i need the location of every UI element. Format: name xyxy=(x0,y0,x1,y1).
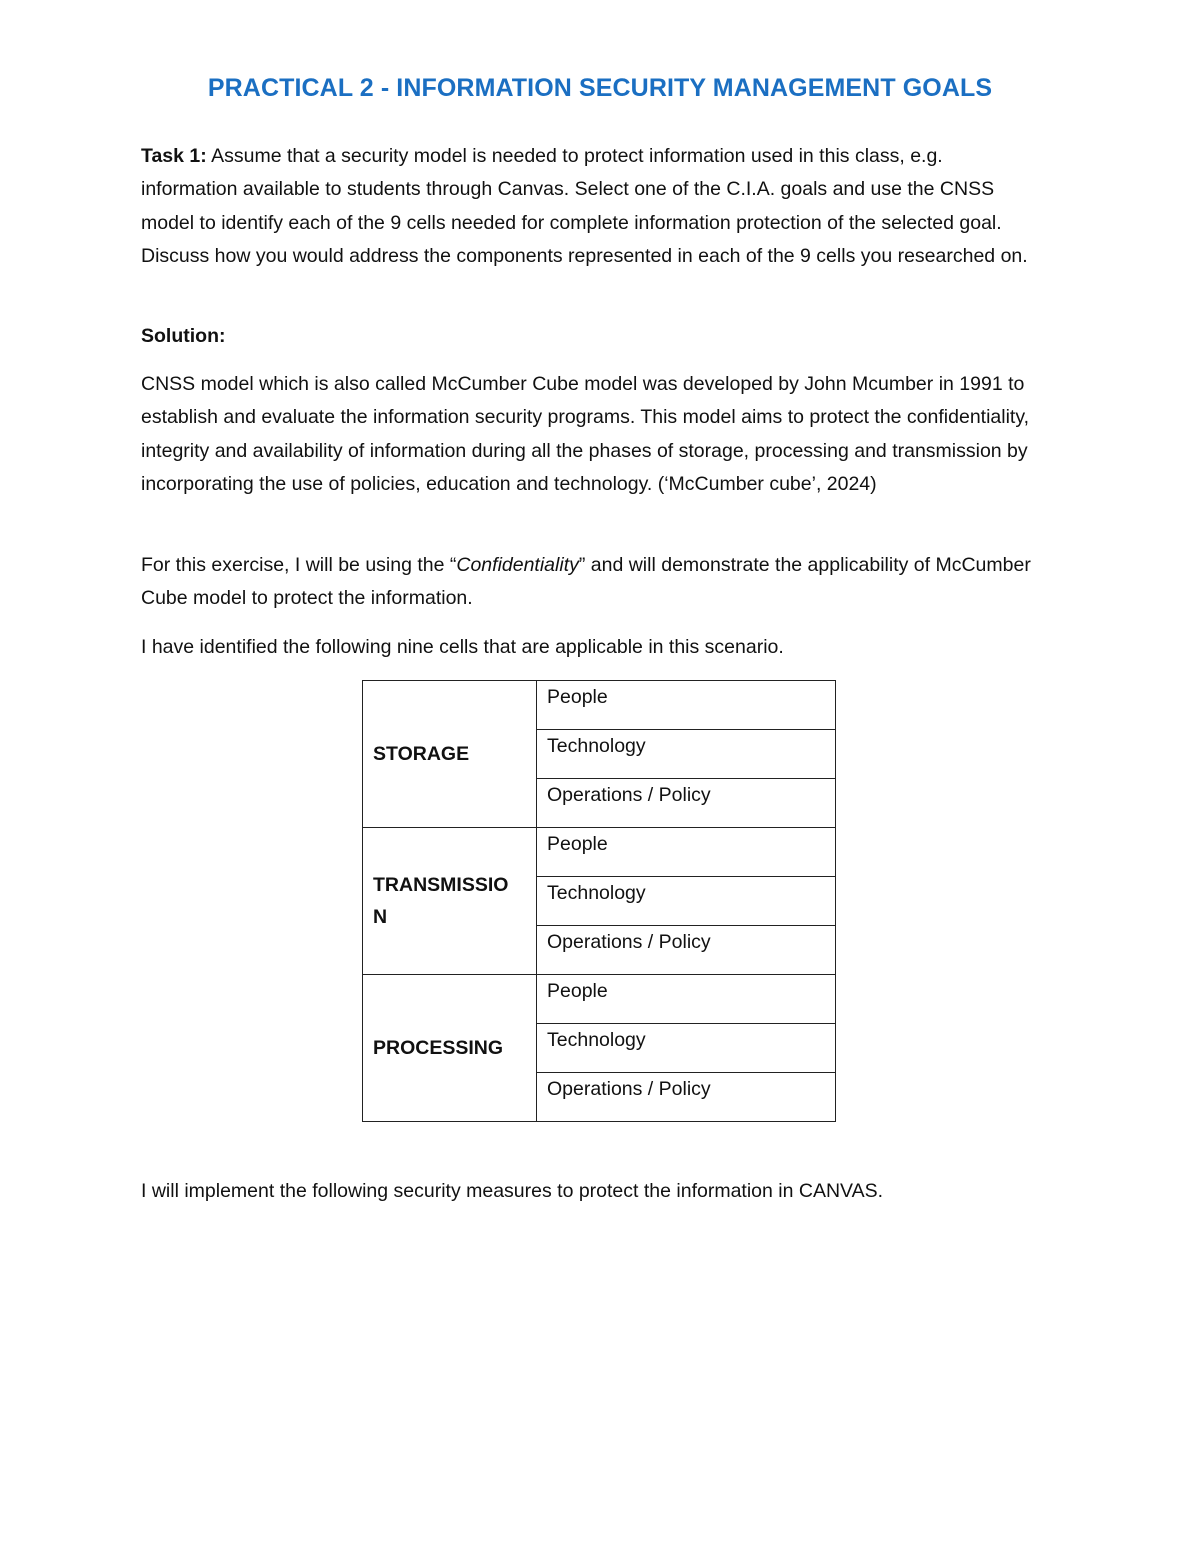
phase-cell-transmission: TRANSMISSION xyxy=(363,828,537,975)
component-cell: Technology xyxy=(537,730,836,779)
table-row xyxy=(363,828,836,877)
paragraph-goal-italic: Confidentiality xyxy=(456,554,579,576)
task-text: Assume that a security model is needed to protect information used in this class, e.g. information available to students through Canvas. Select one of the C.I.A. goals and use the CNSS model to identify each of the 9 cells needed for complete information protection of the selected goal. Discuss how you would address the components represented in each of the 9 cells you researched on. xyxy=(141,145,1028,267)
paragraph-goal-before: For this exercise, I will be using the “ xyxy=(141,554,457,576)
phase-cell-processing: PROCESSING xyxy=(363,975,537,1122)
task-paragraph xyxy=(141,140,1041,273)
component-cell: People xyxy=(537,681,836,730)
component-cell: Technology xyxy=(537,1024,836,1073)
component-cell: People xyxy=(537,975,836,1024)
paragraph-security-measures: I will implement the following security measures to protect the information in CANVAS. xyxy=(141,1180,884,1202)
paragraph-goal-after: ” and will demonstrate the applicability of McCumber Cube model to protect the information. xyxy=(141,554,1031,610)
paragraph-nine-cells: I have identified the following nine cells that are applicable in this scenario. xyxy=(141,636,784,658)
document-title: PRACTICAL 2 - INFORMATION SECURITY MANAGEMENT GOALS xyxy=(207,74,993,102)
component-cell: Operations / Policy xyxy=(537,1073,836,1122)
component-cell: People xyxy=(537,828,836,877)
mccumber-cells-table xyxy=(362,680,836,1122)
table-row xyxy=(363,681,836,730)
paragraph-mccumber-intro: CNSS model which is also called McCumber Cube model was developed by John Mcumber in 1991 to establish and evaluate the information security programs. This model aims to protect the confidentiality, integrity and availability of information during all the phases of storage, processing and transmission by incorporating the use of policies, education and technology. (‘McCumber cube’, 2024) xyxy=(141,373,1030,495)
component-cell: Operations / Policy xyxy=(537,779,836,828)
table-row xyxy=(363,975,836,1024)
component-cell: Operations / Policy xyxy=(537,926,836,975)
task-label: Task 1: xyxy=(141,145,207,167)
solution-heading: Solution: xyxy=(141,325,226,347)
paragraph-goal-selection xyxy=(141,549,1041,616)
component-cell: Technology xyxy=(537,877,836,926)
phase-cell-storage: STORAGE xyxy=(363,681,537,828)
